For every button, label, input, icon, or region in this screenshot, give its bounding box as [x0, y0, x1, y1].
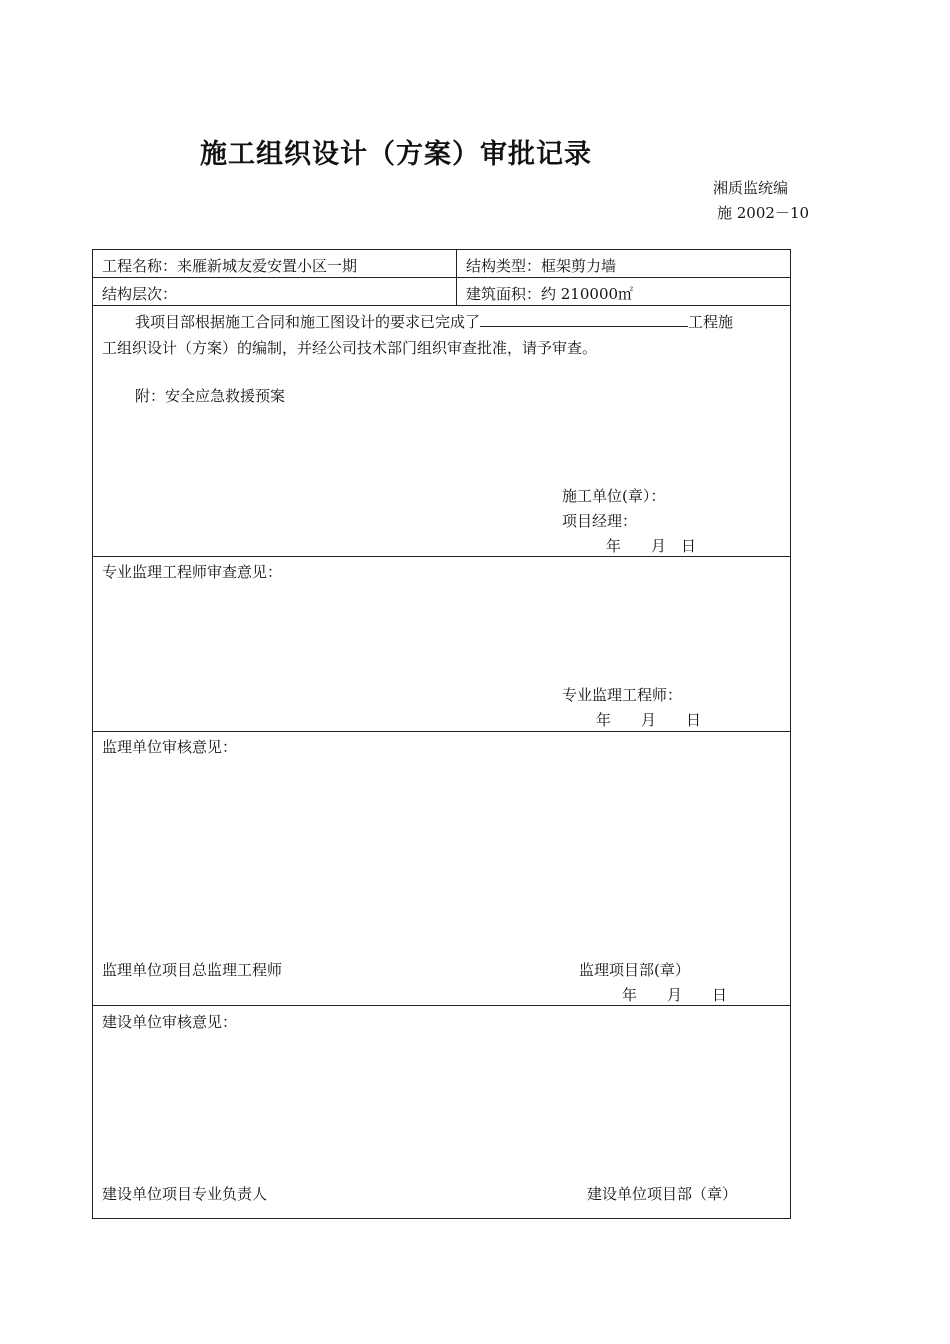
structure-floors: 结构层次：	[102, 285, 178, 303]
project-name: 工程名称：来雁新城友爱安置小区一期	[102, 257, 358, 275]
contractor-statement-cont: 工组织设计（方案）的编制，并经公司技术部门组织审查批准，请予审查。	[102, 339, 598, 357]
project-name-blank	[480, 311, 688, 327]
supervision-date: 年 月 日	[622, 986, 728, 1004]
engineer-date: 年 月 日	[596, 711, 702, 729]
approval-form	[92, 249, 791, 1219]
row-divider	[93, 556, 790, 557]
owner-person-label: 建设单位项目专业负责人	[102, 1185, 268, 1203]
contractor-date: 年 月 日	[606, 537, 697, 555]
owner-opinion-label: 建设单位审核意见：	[102, 1013, 238, 1031]
form-number: 施 2002－10	[717, 204, 810, 222]
statement-part-b: 工程施	[688, 313, 734, 331]
building-area: 建筑面积：约 210000㎡	[466, 285, 634, 303]
issuer-label: 湘质监统编	[713, 179, 789, 197]
structure-type: 结构类型：框架剪力墙	[466, 257, 617, 275]
column-divider	[456, 250, 457, 305]
engineer-signer: 专业监理工程师：	[562, 686, 683, 704]
contractor-statement	[135, 311, 733, 332]
project-manager: 项目经理：	[562, 512, 638, 530]
contractor-seal: 施工单位(章）：	[562, 487, 666, 505]
row-divider	[93, 731, 790, 732]
row-divider	[93, 1005, 790, 1006]
owner-seal: 建设单位项目部（章）	[587, 1185, 738, 1203]
attachment-note: 附：安全应急救援预案	[135, 387, 286, 405]
supervision-opinion-label: 监理单位审核意见：	[102, 738, 238, 756]
chief-engineer-label: 监理单位项目总监理工程师	[102, 961, 283, 979]
engineer-opinion-label: 专业监理工程师审查意见：	[102, 563, 283, 581]
row-divider	[93, 305, 790, 306]
statement-part-a: 我项目部根据施工合同和施工图设计的要求已完成了	[135, 313, 481, 331]
supervision-seal: 监理项目部(章）	[579, 961, 690, 979]
row-divider	[93, 277, 790, 278]
page-title: 施工组织设计（方案）审批记录	[200, 139, 592, 170]
